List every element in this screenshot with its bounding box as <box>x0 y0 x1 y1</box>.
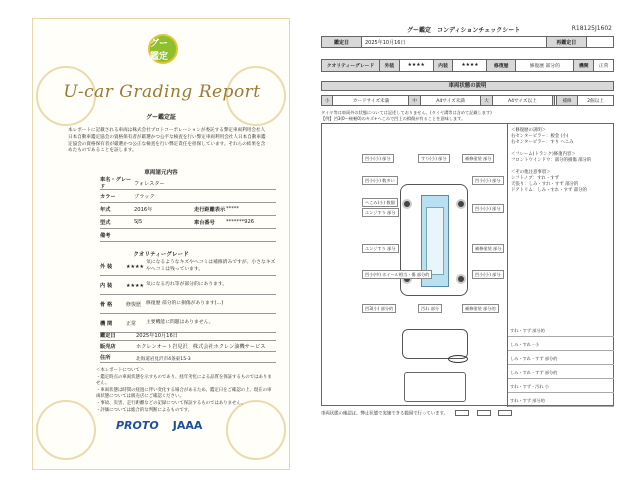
vehicle-name-row <box>100 177 276 190</box>
grade-row-interior <box>100 277 276 295</box>
sheet-footer <box>321 410 614 417</box>
legend-cell: 大 <box>481 96 492 106</box>
damage-label: エンジすり 部分 <box>362 244 399 253</box>
damage-label: へこみ(小) 数個 <box>362 198 398 207</box>
vin-label: 車台番号 <box>194 219 215 226</box>
vin-value: *******926 <box>226 219 255 225</box>
wheel-icon <box>456 199 466 209</box>
legend-cell: A4サイズ以上 <box>492 96 552 106</box>
jaaa-logo: JAAA <box>172 418 203 432</box>
vehicle-section-title: 車両諸元内容 <box>144 170 178 176</box>
damage-label: 凹小(小) 部分 <box>472 204 504 213</box>
damage-diagram <box>321 123 614 406</box>
grading-report <box>32 18 290 470</box>
damage-label: 汚れ 部分 <box>418 304 442 313</box>
damage-label: 凹3(小) 部分的 <box>362 304 396 313</box>
right-notes: ＜修復歴の説明＞ 右センターピラー：板金 (小) 右センターピラー：すり へこみ ＜フレーム(トランク)修復内容＞ フロントウインドウ：部分的損傷 部分的 ＜その他注意事項＞ シフトノブ：すれ・すず 天張り：しみ・すれ・すず 部分的 ドアトリム：しみ・すれ・すず 部分的 <box>511 128 592 193</box>
proto-logo: PROTO <box>116 418 159 432</box>
condition-check-sheet <box>321 25 614 445</box>
interior-line: しみ・すれ・すず 部分的 <box>508 352 614 365</box>
ornament-bottom-left <box>36 400 96 460</box>
quality-cell: 外装 <box>380 60 400 72</box>
state-section-title: 車両状態の説明 <box>321 81 614 91</box>
certificate-title: グー鑑定証 <box>145 114 176 121</box>
size-legend <box>321 95 614 106</box>
grade-label: 骨 格 <box>100 302 113 308</box>
vehicle-year-row <box>100 203 276 216</box>
damage-label: 凹小(小) 数多い <box>362 176 398 185</box>
renewal-value <box>586 37 613 48</box>
car-seats-view <box>404 372 466 402</box>
grade-label: 内 装 <box>100 283 113 289</box>
info-label: 販売店 <box>100 343 116 350</box>
footer-box <box>455 410 469 416</box>
vehicle-year-value: 2016年 <box>134 206 153 213</box>
grade-stars: 修復歴 <box>126 302 142 308</box>
mileage-value: ***** <box>226 206 239 212</box>
grade-text: 修復歴 部分的に損傷があります(…) <box>146 301 224 307</box>
renewal-label: 再鑑定日 <box>546 37 586 48</box>
damage-label: 凹小(中) ホイール相当・傷 部分的 <box>362 270 432 279</box>
vehicle-color-label: カラー <box>100 193 116 200</box>
damage-label: 補修塗装 部分 <box>462 154 494 163</box>
quality-section-title: クオリティーグレード <box>133 252 189 258</box>
vehicle-name-value: フォレスター <box>134 180 165 187</box>
date-label: 鑑定日 <box>322 37 362 48</box>
car-cabin <box>426 207 444 275</box>
legend-cell: 中 <box>409 96 420 106</box>
quality-cell: ★★★★ <box>399 60 433 72</box>
logos <box>116 414 236 436</box>
interior-line: しみ・すれ・小 <box>508 338 614 351</box>
intro-text: 本レポートに記載される車両は株式会社プロトコーポレーションが委託する弊定車両利用会社人日本自動車鑑定協会の資格保有者が厳選かつ公平な検査を行い弊定車両利用会社人日本自動車鑑定協会の資格保有者が厳選かつ公正な検査を行い弊定責任を担保しています。それらの結果を含めたものであることを証します。 <box>68 128 266 154</box>
quality-cell: 正常 <box>594 60 614 72</box>
interior-line: すれ・すず 部分的 <box>508 324 614 337</box>
grade-text: 気になる汚れ等が部分的にあります。 <box>146 282 228 288</box>
model-label: 型式 <box>100 219 111 226</box>
legend-note: タイヤ等は車両外の状態については記述しておりません。(タイヤ溝等は含めて記載します) 【例】凹3(0～極軽0)のキズ+へこみで凹上の損傷が有ることを意味します。 <box>321 110 492 121</box>
notes-label: 備考 <box>100 232 111 239</box>
interior-line: すれ・すず・汚れ 小 <box>508 380 614 393</box>
quality-cell: 修復歴 <box>487 60 516 72</box>
legend-cell: 小 <box>322 96 333 106</box>
footer-box <box>477 410 491 416</box>
damage-label: 凹小(小) 部分 <box>362 154 394 163</box>
footer-text: 車両状態の確認は、弊止状態で実施できる範囲で行っています。 <box>321 411 448 417</box>
date-value: 2025年10月16日 <box>362 37 547 48</box>
vehicle-notes-row <box>100 229 276 242</box>
grade-row-frame <box>100 296 276 314</box>
vehicle-color-row <box>100 190 276 203</box>
interior-line: しみ・すれ・すず 部分的 <box>508 366 614 379</box>
damage-label: エンジすり 部分 <box>362 208 399 217</box>
grade-label: 機 関 <box>100 321 113 327</box>
grade-text: 主要機能に問題はありません。 <box>146 320 214 326</box>
damage-label: すり(小) 部分 <box>418 154 450 163</box>
steering-wheel-icon <box>448 355 468 363</box>
grade-text: 気になるようなキズやヘコミは補修済みですが、小さなキズやヘコミは残っています。 <box>146 260 276 272</box>
mileage-label: 走行距離表示 <box>194 206 226 213</box>
grade-stars: ★★★★ <box>126 263 144 270</box>
vehicle-year-label: 年式 <box>100 206 111 213</box>
vehicle-color-value: ブラック <box>134 193 155 200</box>
damage-label: 補修塗装 部分的 <box>462 304 499 313</box>
info-label: 鑑定日 <box>100 332 116 339</box>
doc-id: R18125J1602 <box>571 25 612 32</box>
inspection-date-row <box>100 330 276 341</box>
damage-label: 補修塗装 部分 <box>472 244 504 253</box>
legend-cell: カードサイズ未満 <box>333 96 409 106</box>
info-value: 2025年10月16日 <box>136 332 178 339</box>
grade-row-exterior <box>100 258 276 276</box>
grade-stars: ★★★★ <box>126 282 144 289</box>
address-value: 北海道岩見沢市4条東15-3 <box>136 357 191 362</box>
quality-cell: 機関 <box>574 60 594 72</box>
interior-line: すれ・すず 部分的 <box>508 394 614 407</box>
model-value: SJ5 <box>134 219 143 225</box>
wheel-icon <box>402 199 412 209</box>
footer-box <box>498 410 512 416</box>
quality-cell: 内装 <box>433 60 453 72</box>
dealer-row <box>100 341 276 352</box>
quality-grid <box>321 59 614 72</box>
info-value: ホクレンオート岩見沢 株式会社ホクレン油機サービス <box>136 343 266 350</box>
legend-cell: 補修 <box>557 96 578 106</box>
damage-label: 凹小(小) 部分 <box>472 270 504 279</box>
report-notes: ＜本レポートについて＞ ・鑑定時点の車両状態を示すものであり、経年劣化による品質を保証するものではありません。 ・車両状態は時間の経過に伴い変化する場合があるため、鑑定日をご確認の上、現在の車両状態については販売店にご確認ください。 ・事故、災害、走行距離などの記録について保証するものではありません。 ・評価については総合的な判断によるものです。 <box>96 368 272 413</box>
date-table <box>321 36 614 48</box>
sheet-title: グー鑑定 コンディションチェックシート <box>407 27 521 34</box>
quality-cell: ★★★★ <box>453 60 487 72</box>
quality-cell: 修復歴 部分的 <box>516 60 574 72</box>
info-label: 住所 <box>100 354 111 361</box>
report-title: U-car Grading Report <box>63 82 261 102</box>
vehicle-name-label: 車名・グレード <box>100 177 132 190</box>
grade-stars: 正常 <box>126 321 137 327</box>
goo-badge-icon: グー鑑定 <box>148 34 178 64</box>
damage-label: 凹小(小) 部分 <box>472 176 504 185</box>
legend-cell: A4サイズ未満 <box>420 96 480 106</box>
legend-cell: 2個以上 <box>577 96 613 106</box>
quality-header: クオリティーグレード <box>322 60 380 72</box>
wheel-icon <box>456 274 466 284</box>
vehicle-model-row <box>100 216 276 229</box>
grade-label: 外 装 <box>100 264 113 270</box>
